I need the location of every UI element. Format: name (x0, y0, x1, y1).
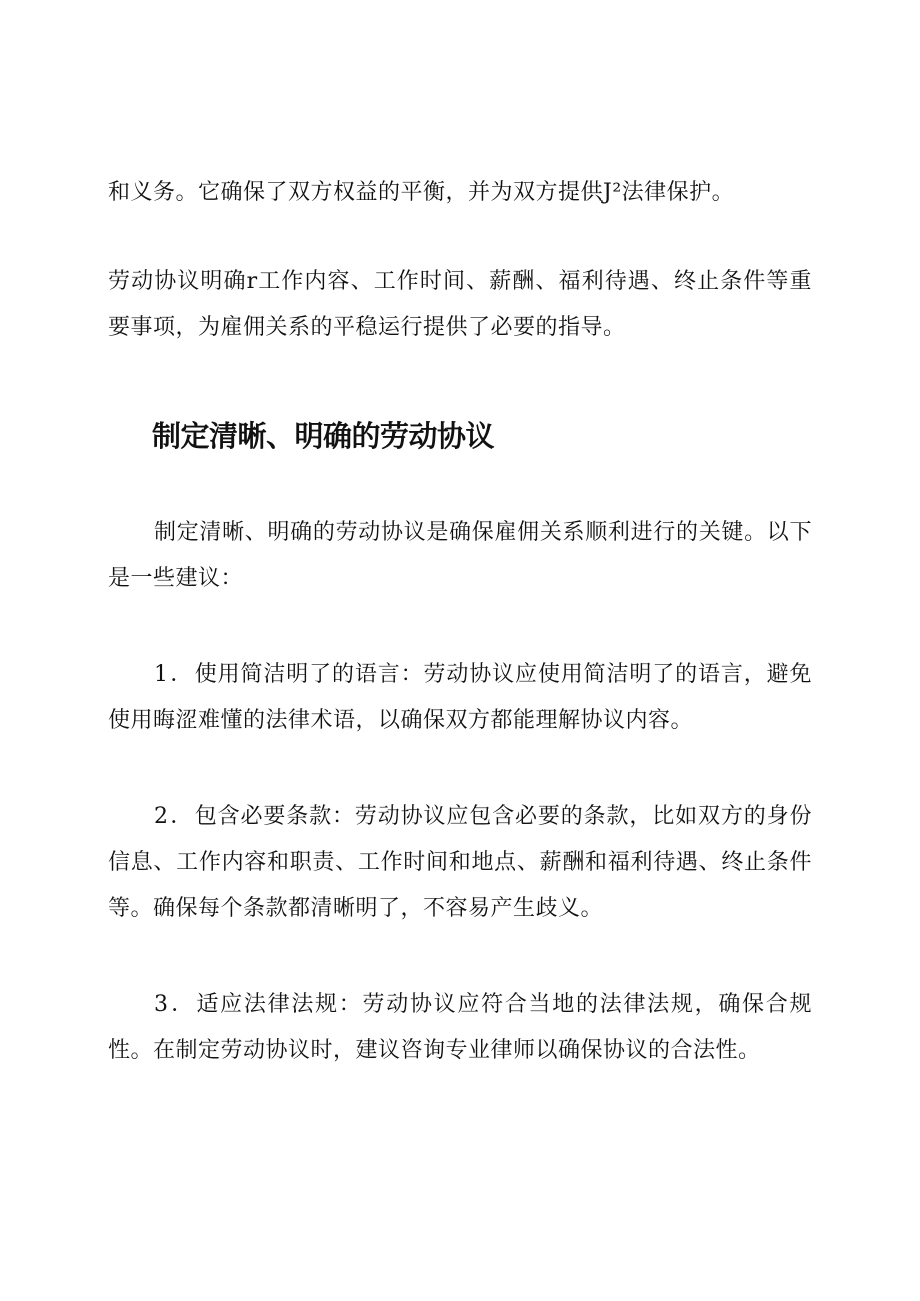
list-item-number: 1． (154, 662, 195, 687)
list-item-text: 适应法律法规：劳动协议应符合当地的法律法规，确保合规性。在制定劳动协议时，建议咨询专业律师以确保协议的合法性。 (108, 992, 812, 1063)
list-item-number: 3． (154, 992, 197, 1017)
list-item-number: 2． (154, 804, 195, 829)
list-item-plain-language (108, 652, 812, 744)
paragraph-intro: 制定清晰、明确的劳动协议是确保雇佣关系顺利进行的关键。以下是一些建议： (108, 520, 812, 591)
paragraph-rights-balance: 和义务。它确保了双方权益的平衡，并为双方提供J²法律保护。 (108, 180, 735, 205)
list-item-necessary-terms (108, 794, 812, 932)
list-item-text: 使用简洁明了的语言：劳动协议应使用简洁明了的语言，避免使用晦涩难懂的法律术语，以确保双方都能理解协议内容。 (108, 662, 812, 733)
paragraph-agreement-scope: 劳动协议明确r工作内容、工作时间、薪酬、福利待遇、终止条件等重要事项，为雇佣关系的平稳运行提供了必要的指导。 (108, 269, 812, 340)
section-heading: 制定清晰、明确的劳动协议 (152, 419, 495, 453)
list-item-text: 包含必要条款：劳动协议应包含必要的条款，比如双方的身份信息、工作内容和职责、工作时间和地点、薪酬和福利待遇、终止条件等。确保每个条款都清晰明了，不容易产生歧义。 (108, 804, 812, 921)
list-item-legal-compliance (108, 982, 812, 1074)
